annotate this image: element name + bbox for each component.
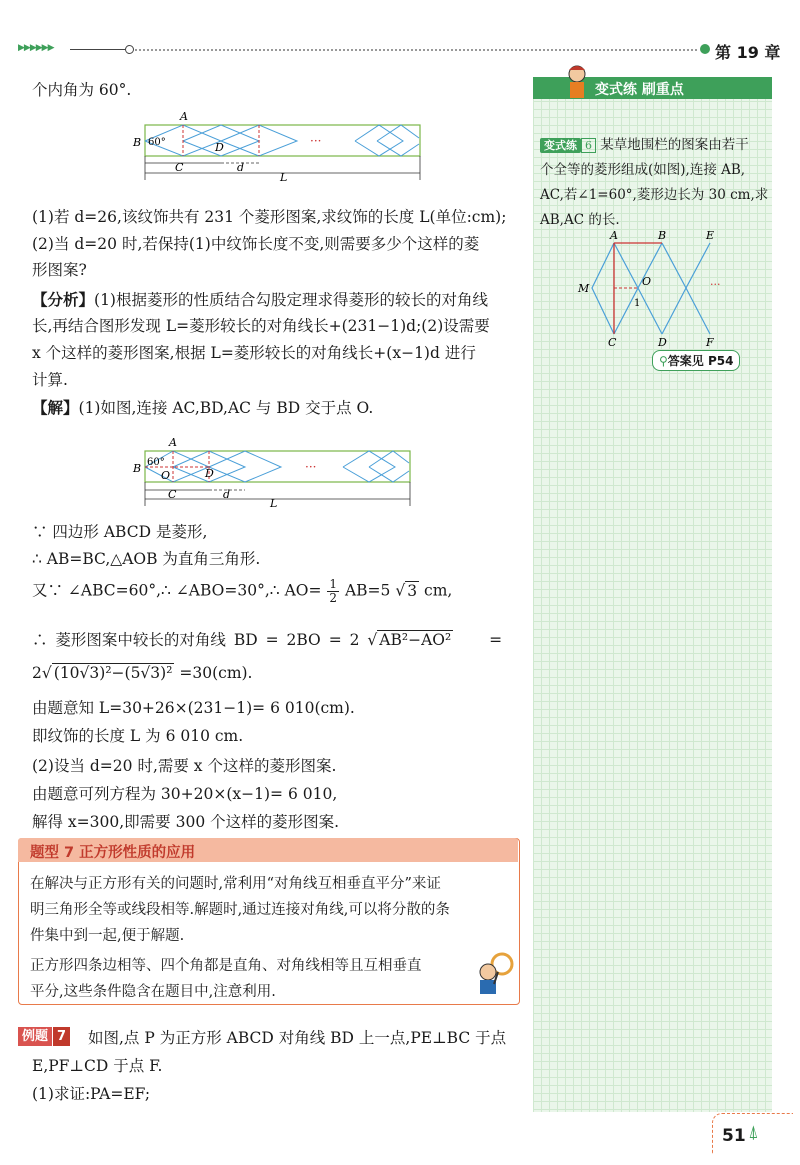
analysis-label: 【分析】	[32, 290, 95, 309]
fence-label-a: A	[610, 229, 618, 242]
fence-label-d: D	[658, 336, 667, 348]
side-question-line-1	[540, 133, 749, 153]
side-panel-title: 变式练 刷重点	[595, 82, 684, 98]
step2-3: 解得 x=300,即需要 300 个这样的菱形图案.	[32, 813, 340, 831]
topic-p2a: 正方形四条边相等、四个角都是直角、对角线相等且互相垂直	[30, 958, 422, 974]
step-calc-pre: 2	[32, 664, 42, 682]
side-text-1: 某草地围栏的图案由若干	[600, 137, 749, 153]
chapter-marker	[700, 44, 710, 54]
question-2b: 形图案?	[32, 261, 87, 279]
fence-label-1: 1	[634, 298, 641, 309]
step-calc-radicand: (10√3)²−(5√3)²	[53, 664, 173, 682]
fence-figure	[570, 228, 730, 348]
step-because: ∵ 四边形 ABCD 是菱形,	[32, 523, 208, 541]
fraction-num: 1	[329, 577, 338, 591]
fig1-label-a: A	[180, 110, 188, 123]
fig2-label-c: C	[168, 488, 177, 501]
magnifier-character-icon	[468, 950, 518, 1000]
fig2-label-dl: d	[223, 488, 231, 501]
fig2-label-l: L	[270, 497, 278, 510]
figure-1-diamond-strip	[125, 108, 425, 188]
fraction-den: 2	[329, 591, 338, 605]
topic-title: 题型 7 正方形性质的应用	[30, 845, 196, 861]
analysis-line-1	[32, 288, 488, 310]
step-also-post: AB=5	[344, 581, 391, 600]
side-question-line-4: AB,AC 的长.	[540, 212, 620, 228]
solution-label: 【解】	[32, 398, 79, 417]
fence-label-f: F	[706, 336, 714, 348]
step-also-unit: cm,	[424, 581, 453, 600]
fig2-angle: 60°	[147, 457, 165, 468]
step-therefore: ∴ AB=BC,△AOB 为直角三角形.	[32, 550, 261, 568]
fig2-dots: ···	[305, 460, 317, 474]
compass-icon: ⍋	[748, 1122, 759, 1143]
step-diag-pre: ∴ 菱形图案中较长的对角线 BD = 2BO = 2	[32, 631, 360, 649]
chapter-title: 第 19 章	[715, 43, 781, 62]
answer-text: 答案见 P54	[667, 354, 734, 368]
fig2-label-b: B	[133, 462, 142, 475]
fig2-label-d: D	[205, 467, 214, 480]
fig1-dots: ···	[310, 134, 322, 148]
topic-p1b: 明三角形全等或线段相等.解题时,通过连接对角线,可以将分散的条	[30, 902, 450, 918]
step2-1: (2)设当 d=20 时,需要 x 个这样的菱形图案.	[32, 757, 337, 775]
fig2-label-a: A	[169, 436, 177, 449]
analysis-line-3: x 个这样的菱形图案,根据 L=菱形较长的对角线长+(x−1)d 进行	[32, 344, 476, 362]
fence-label-o: O	[642, 275, 652, 288]
fence-label-m: M	[578, 282, 590, 295]
page-number: 51	[722, 1126, 746, 1146]
side-question-line-3: AC,若∠1=60°,菱形边长为 30 cm,求	[540, 187, 769, 203]
solution-text-1: (1)如图,连接 AC,BD,AC 与 BD 交于点 O.	[78, 399, 374, 417]
header-rule	[70, 49, 126, 50]
header-dotted-rule	[135, 49, 697, 51]
example-line-3: (1)求证:PA=EF;	[32, 1085, 151, 1103]
fig1-label-c: C	[175, 161, 184, 174]
top-line: 个内角为 60°.	[32, 81, 132, 99]
question-2a: (2)当 d=20 时,若保持(1)中纹饰长度不变,则需要多少个这样的菱	[32, 235, 480, 253]
analysis-line-4: 计算.	[32, 371, 68, 389]
solution-line-1	[32, 396, 373, 418]
topic-p2b: 平分,这些条件隐含在题目中,注意利用.	[30, 984, 276, 1000]
step-l: 由题意知 L=30+26×(231−1)= 6 010(cm).	[32, 699, 355, 717]
step-calc-post: =30(cm).	[179, 664, 253, 682]
fig1-label-dl: d	[237, 161, 245, 174]
figure-2-diamond-strip	[125, 434, 425, 514]
fig1-label-b: B	[133, 136, 142, 149]
example-line-1: 如图,点 P 为正方形 ABCD 对角线 BD 上一点,PE⊥BC 于点	[88, 1029, 507, 1047]
answer-reference[interactable]	[652, 350, 740, 371]
example-line-2: E,PF⊥CD 于点 F.	[32, 1057, 163, 1075]
step-diag-eq: =	[489, 631, 503, 649]
question-1: (1)若 d=26,该纹饰共有 231 个菱形图案,求纹饰的长度 L(单位:cm);	[32, 208, 507, 226]
fig1-label-l: L	[280, 171, 288, 184]
topic-p1c: 件集中到一起,便于解题.	[30, 928, 185, 944]
step2-2: 由题意可列方程为 30+20×(x−1)= 6 010,	[32, 785, 338, 803]
step-also-radicand: 3	[407, 581, 418, 600]
side-question-line-2: 个全等的菱形组成(如图),连接 AB,	[540, 162, 746, 178]
fence-label-b: B	[658, 229, 667, 242]
header-arrows: ▶▶▶▶▶▶	[18, 43, 54, 53]
pin-icon: ⚲	[659, 354, 668, 368]
example-number: 7	[53, 1027, 70, 1046]
header-rule-dot	[125, 45, 134, 54]
step-also-pre: 又∵ ∠ABC=60°,∴ ∠ABO=30°,∴ AO=	[32, 581, 322, 600]
side-tag: 变式练	[540, 138, 581, 153]
topic-p1a: 在解决与正方形有关的问题时,常利用“对角线互相垂直平分”来证	[30, 876, 441, 892]
fence-label-c: C	[608, 336, 617, 348]
step-calc: 2√ (10√3)²−(5√3)² =30(cm).	[32, 664, 253, 682]
fraction-half	[327, 578, 339, 605]
fig1-angle: 60°	[148, 137, 166, 148]
fence-dots: ···	[710, 278, 721, 291]
example-badge	[18, 1025, 70, 1044]
analysis-line-2: 长,再结合图形发现 L=菱形较长的对角线长+(231−1)d;(2)设需要	[32, 317, 490, 335]
fence-label-e: E	[706, 229, 715, 242]
mascot-icon	[562, 64, 592, 100]
fig2-label-o: O	[161, 469, 171, 482]
step-diagonal: ∴ 菱形图案中较长的对角线 BD = 2BO = 2 √ AB²−AO² =	[32, 631, 503, 649]
step-length: 即纹饰的长度 L 为 6 010 cm.	[32, 727, 244, 745]
analysis-text-1: (1)根据菱形的性质结合勾股定理求得菱形的较长的对角线	[94, 291, 488, 309]
side-tag-number: 6	[581, 138, 596, 153]
fig1-label-d: D	[215, 141, 224, 154]
step-diag-radicand: AB²−AO²	[379, 631, 452, 649]
step-also: 又∵ ∠ABC=60°,∴ ∠ABO=30°,∴ AO= $\frac{1}{2}$ AB=5 √ 3 cm,	[32, 577, 453, 605]
example-label: 例题	[18, 1027, 52, 1046]
